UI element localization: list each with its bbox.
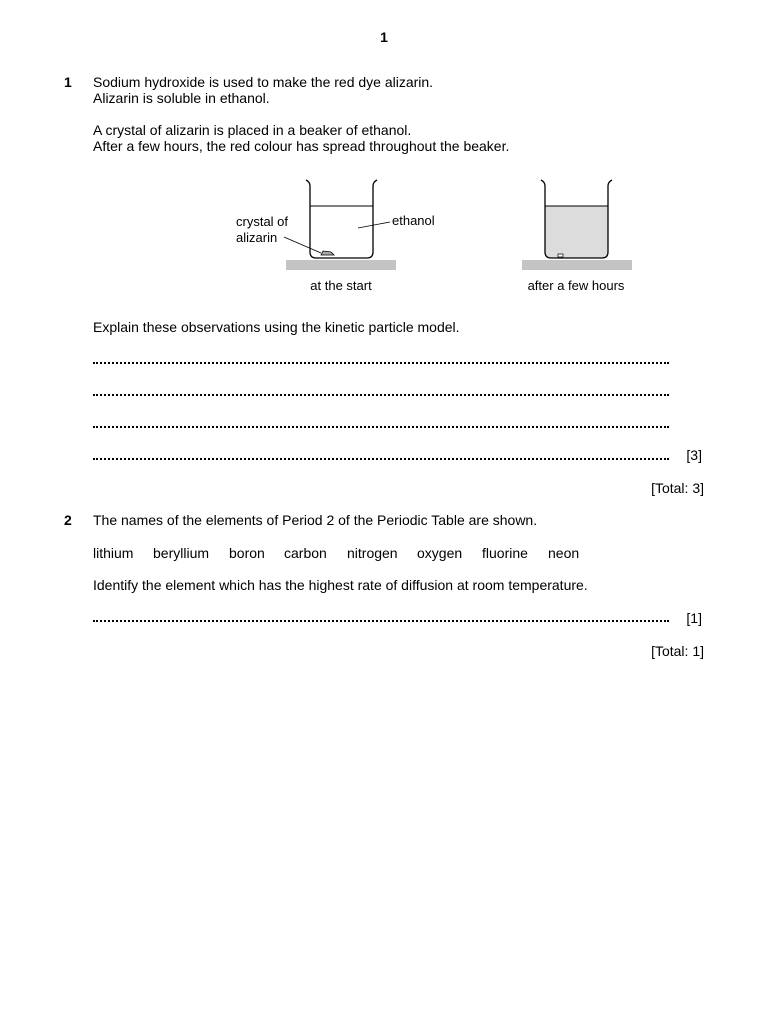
question-1-line-1: Sodium hydroxide is used to make the red dye alizarin.: [93, 74, 434, 90]
element-oxygen: oxygen: [417, 545, 463, 561]
question-1-line-2: Alizarin is soluble in ethanol.: [93, 90, 270, 106]
question-2-marks: [1]: [686, 610, 702, 626]
beaker-after: [522, 180, 632, 293]
caption-at-the-start: at the start: [310, 278, 372, 293]
element-fluorine: fluorine: [482, 545, 528, 561]
beaker-start: [236, 180, 435, 293]
question-2-intro: The names of the elements of Period 2 of the Periodic Table are shown.: [93, 512, 538, 528]
question-1-line-3: A crystal of alizarin is placed in a beaker of ethanol.: [93, 122, 412, 138]
element-beryllium: beryllium: [153, 545, 210, 561]
question-1-total: [Total: 3]: [651, 480, 704, 496]
answer-line-4[interactable]: [93, 448, 669, 460]
element-neon: neon: [548, 545, 580, 561]
label-crystal-line1: crystal of: [236, 214, 289, 229]
alizarin-crystal: [321, 251, 334, 255]
label-ethanol: ethanol: [392, 213, 435, 228]
question-2-number: 2: [64, 512, 72, 528]
question-1-line-4: After a few hours, the red colour has spread throughout the beaker.: [93, 138, 510, 154]
label-crystal-line2: alizarin: [236, 230, 278, 245]
question-1-instruction: Explain these observations using the kinetic particle model.: [93, 319, 460, 335]
question-2-total: [Total: 1]: [651, 643, 704, 659]
ethanol-label-line: [358, 222, 390, 228]
page-number: 1: [380, 29, 388, 45]
coloured-solution: [545, 206, 608, 258]
crystal-label-line: [284, 237, 321, 253]
element-carbon: carbon: [284, 545, 327, 561]
element-boron: boron: [229, 545, 265, 561]
answer-line-2[interactable]: [93, 384, 669, 396]
bench-start: [286, 260, 396, 270]
question-1-number: 1: [64, 74, 72, 90]
answer-line-1[interactable]: [93, 352, 669, 364]
element-nitrogen: nitrogen: [347, 545, 398, 561]
beaker-diagram: [0, 170, 768, 300]
crystal-remnant: [558, 254, 563, 257]
answer-line-q2[interactable]: [93, 610, 669, 622]
answer-line-3[interactable]: [93, 416, 669, 428]
question-1-marks: [3]: [686, 447, 702, 463]
caption-after-a-few-hours: after a few hours: [527, 278, 625, 293]
question-2-instruction: Identify the element which has the highest rate of diffusion at room temperature.: [93, 577, 588, 593]
beaker-start-glass: [306, 180, 377, 258]
element-lithium: lithium: [93, 545, 134, 561]
bench-after: [522, 260, 632, 270]
